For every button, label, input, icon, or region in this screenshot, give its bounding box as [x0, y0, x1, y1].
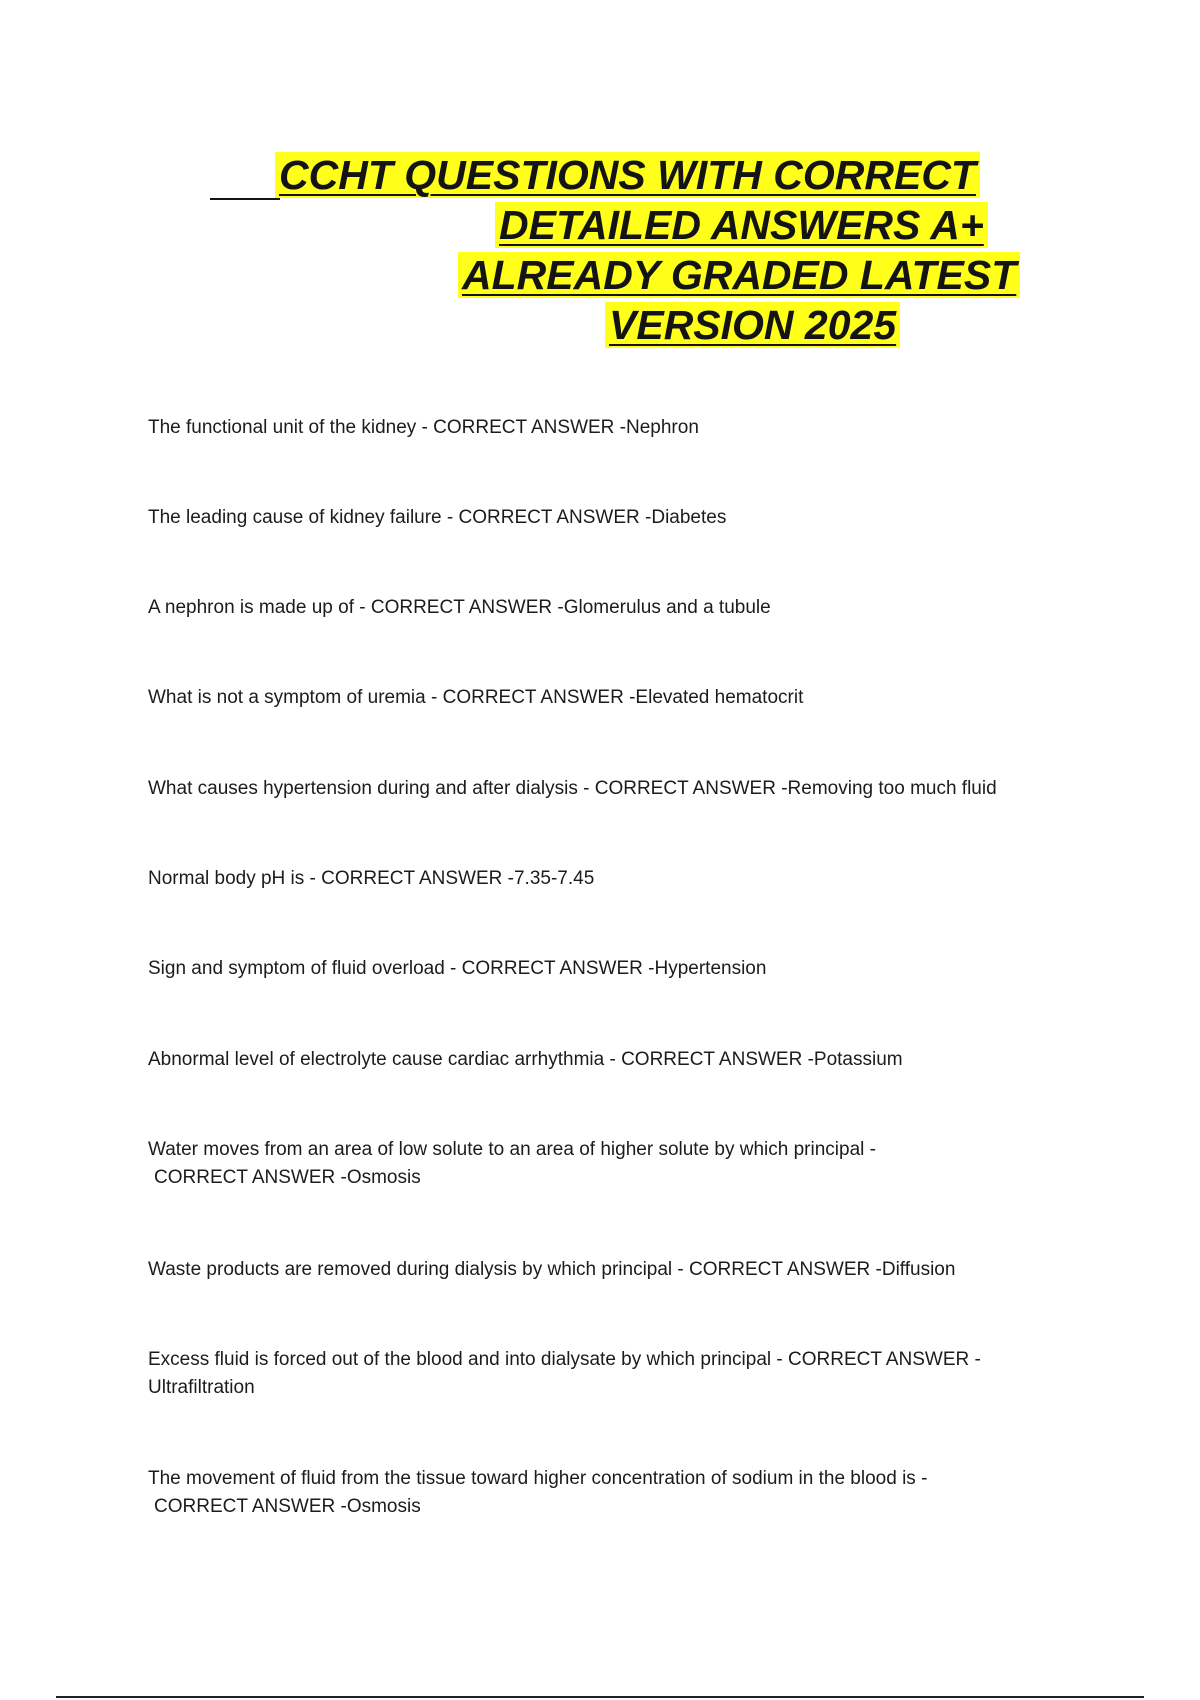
qa-item-9	[148, 1136, 1048, 1192]
qa-text: Normal body pH is - CORRECT ANSWER -7.35-7.45	[148, 868, 595, 889]
qa-text: Water moves from an area of low solute to an area of higher solute by which principal -	[148, 1139, 876, 1160]
title-leading-rule	[210, 198, 280, 200]
qa-text-continued: CORRECT ANSWER -Osmosis	[154, 1167, 421, 1188]
qa-item-10	[148, 1256, 1048, 1284]
title-line-1: CCHT QUESTIONS WITH CORRECT	[275, 150, 980, 200]
footer-divider	[56, 1696, 1144, 1698]
qa-text: A nephron is made up of - CORRECT ANSWER -Glomerulus and a tubule	[148, 597, 771, 618]
qa-text: The leading cause of kidney failure - CORRECT ANSWER -Diabetes	[148, 507, 727, 528]
title-line-2: DETAILED ANSWERS A+	[495, 200, 988, 250]
qa-text: The functional unit of the kidney - CORRECT ANSWER -Nephron	[148, 417, 699, 438]
qa-text-continued: Ultrafiltration	[148, 1377, 255, 1398]
qa-item-5	[148, 775, 1048, 803]
title-line-3: ALREADY GRADED LATEST	[458, 250, 1020, 300]
qa-text: Excess fluid is forced out of the blood and into dialysate by which principal - CORRECT ANSWER -	[148, 1349, 981, 1370]
qa-item-7	[148, 955, 1048, 983]
qa-text: Sign and symptom of fluid overload - CORRECT ANSWER -Hypertension	[148, 958, 767, 979]
qa-item-3	[148, 594, 1048, 622]
qa-item-12	[148, 1465, 1048, 1521]
qa-item-1	[148, 414, 1048, 442]
title-line-4: VERSION 2025	[605, 300, 900, 350]
qa-item-6	[148, 865, 1048, 893]
qa-text: What causes hypertension during and after dialysis - CORRECT ANSWER -Removing too much fluid	[148, 778, 997, 799]
qa-item-4	[148, 684, 1048, 712]
qa-text-continued: CORRECT ANSWER -Osmosis	[154, 1496, 421, 1517]
qa-item-11	[148, 1346, 1048, 1402]
qa-text: Abnormal level of electrolyte cause cardiac arrhythmia - CORRECT ANSWER -Potassium	[148, 1049, 903, 1070]
qa-item-8	[148, 1046, 1048, 1074]
qa-text: What is not a symptom of uremia - CORRECT ANSWER -Elevated hematocrit	[148, 687, 804, 708]
qa-item-2	[148, 504, 1048, 532]
qa-text: The movement of fluid from the tissue toward higher concentration of sodium in the blood is -	[148, 1468, 928, 1489]
qa-text: Waste products are removed during dialysis by which principal - CORRECT ANSWER -Diffusion	[148, 1259, 956, 1280]
